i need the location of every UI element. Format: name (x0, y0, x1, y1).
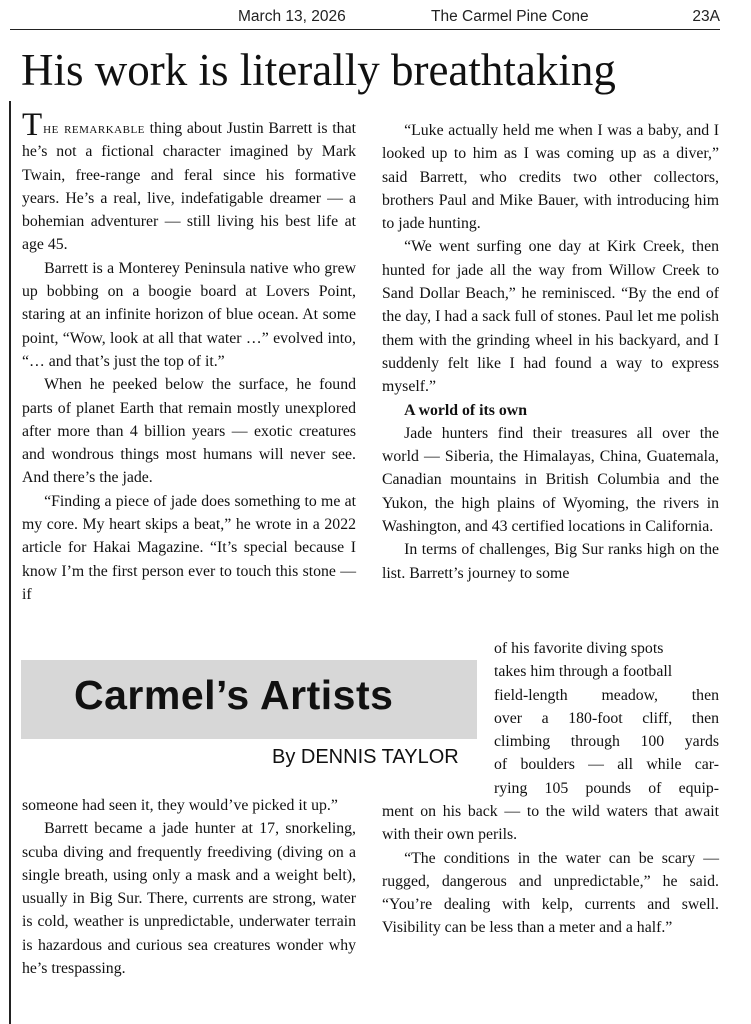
article-paragraph: “Finding a piece of jade does something to me at my core. My heart skips a beat,” he wrote in a 2022 article for Hakai Magazine. “It’s special because I know I’m the first person ever to touch this stone — if (22, 492, 356, 603)
article-paragraph: When he peeked below the surface, he found parts of planet Earth that remain mostly unexplored after more than 4 billion years — exotic creatures and wondrous things most humans will never see. And there’s the jade. (22, 376, 356, 487)
article-headline: His work is literally breathtaking (21, 45, 616, 95)
page-number: 23A (692, 8, 720, 25)
right-column-bottom (382, 800, 719, 940)
header-divider (10, 29, 720, 30)
issue-date: March 13, 2026 (238, 8, 346, 25)
wrap-line: takes him through a football (494, 663, 673, 681)
article-paragraph: Barrett is a Monterey Peninsula native who grew up bobbing on a boogie board at Lovers Point, staring at an infinite horizon of blue ocean. At some point, “Wow, look at all that water …” evolved into, “… and that’s just the top of it.” (22, 259, 356, 370)
article-paragraph-continued: someone had seen it, they would’ve picked it up.” (22, 797, 338, 814)
drop-cap: T (22, 107, 43, 143)
article-paragraph: Barrett became a jade hunter at 17, snorkeling, scuba diving and frequently freediving (diving on a single breath, using only a mask and a weight belt), usually in Big Sur. There, currents are strong, water is cold, weather is unpredictable, underwater terrain is hazardous and curious sea creatures wonder why he’s trespassing. (22, 820, 356, 978)
wrap-line: of boulders — all while car- (494, 756, 719, 774)
article-paragraph: “We went surfing one day at Kirk Creek, then hunted for jade all the way from Willow Creek to Sand Dollar Beach,” he reminisced. “By the end of the day, I had a sack full of stones. Paul let me polish them with the grinding wheel in his backyard, and I suddenly felt like I had found a way to express myself.” (382, 238, 719, 396)
lead-paragraph (22, 107, 356, 257)
article-paragraph: In terms of challenges, Big Sur ranks high on the list. Barrett’s journey to some (382, 541, 719, 582)
article-paragraph-continued: ment on his back — to the wild waters that await with their own perils. (382, 803, 719, 844)
left-column-rule (9, 101, 11, 1024)
byline: By DENNIS TAYLOR (272, 746, 459, 768)
lead-text: thing about Justin Barrett is that he’s not a fictional character imagined by Mark Twain, free-range and feral since his formative years. He’s a real, live, indefatigable dreamer — a bohemian adventurer — still living his best life at age 45. (22, 120, 356, 254)
article-paragraph: “The conditions in the water can be scary — rugged, dangerous and unpredictable,” he said. “You’re dealing with kelp, currents and swell. Visibility can be less than a meter and a half.” (382, 849, 719, 937)
wrap-line: climbing through 100 yards (494, 733, 719, 751)
section-title: Carmel’s Artists (74, 672, 394, 718)
left-column-top (22, 107, 356, 606)
page-header (10, 6, 720, 28)
article-paragraph: Jade hunters find their treasures all over the world — Siberia, the Himalayas, China, Guatemala, Canadian mountains in British Columbia and the Yukon, the high plains of Wyoming, the rivers in Washington, and 43 certified locations in California. (382, 424, 719, 536)
wrap-line: of his favorite diving spots (494, 640, 664, 657)
newspaper-name: The Carmel Pine Cone (431, 8, 589, 25)
article-paragraph: “Luke actually held me when I was a baby, and I looked up to him as I was coming up as a diver,” said Barrett, who credits two other collectors, brothers Paul and Mike Bauer, with introducing him to jade hunting. (382, 122, 719, 233)
right-column-top (382, 119, 719, 585)
wrap-line: field-length meadow, then (494, 686, 719, 704)
lead-smallcaps: he remarkable (43, 120, 145, 137)
subheading: A world of its own (404, 401, 527, 419)
left-column-bottom (22, 794, 356, 980)
wrap-line: over a 180-foot cliff, then (494, 709, 719, 727)
wrap-line: rying 105 pounds of equip- (494, 779, 719, 797)
section-banner (21, 660, 477, 739)
right-column-wrap (494, 637, 719, 800)
